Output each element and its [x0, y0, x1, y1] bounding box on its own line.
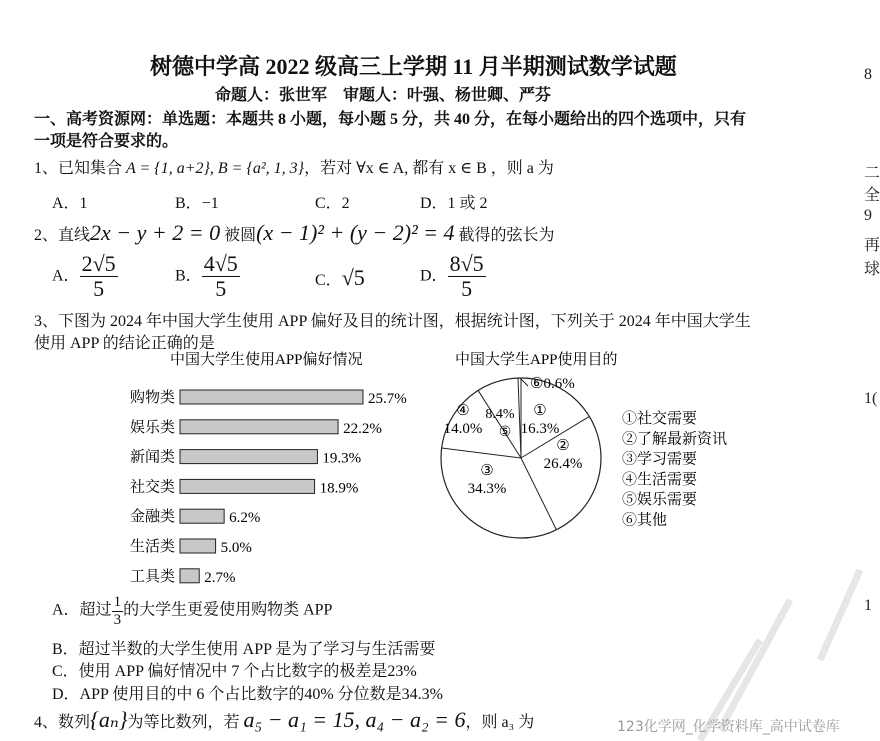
q2-circle-eq: (x − 1)² + (y − 2)² = 4 — [256, 220, 455, 245]
q3-stem-1: 3、下图为 2024 年中国大学生使用 APP 偏好及目的统计图，根据统计图，下列关于 2024 年中国大学生 — [34, 313, 751, 330]
pie-slice-label: 14.0% — [443, 421, 483, 437]
pie-slice-label: 26.4% — [543, 456, 583, 472]
bar — [180, 450, 317, 464]
bar-value-label: 18.9% — [319, 480, 359, 497]
pie-legend-item: ③学习需要 — [622, 451, 698, 468]
q2-prefix: 2、直线 — [34, 227, 91, 244]
pie-legend-item: ⑥其他 — [622, 512, 668, 529]
bar-category-label: 金融类 — [129, 509, 175, 526]
q3-option-d: D．APP 使用目的中 6 个占比数字的40% 分位数是34.3% — [52, 686, 443, 703]
bar-value-label: 6.2% — [229, 510, 261, 527]
q3-option-a: A．超过 $\frac{1}{3}$ 的大学生更爱使用购物类 APP — [52, 594, 333, 628]
q2-option-d: D． $\frac{8√5}{5}$ — [420, 251, 484, 302]
pie-slice-label: ⑥0.6% — [530, 376, 575, 392]
bar — [180, 479, 315, 493]
q2-end: 截得的弦长为 — [458, 227, 555, 244]
q2-option-c: C．√5 — [315, 265, 365, 290]
pie-legend-item: ②了解最新资讯 — [622, 431, 728, 448]
bar — [180, 569, 199, 583]
side-fragment: 1( — [864, 390, 878, 407]
question-4: 4、数列{aₙ}为等比数列，若 a₅ − a₁ = 15, a₄ − a₂ = 6，则 a₃ 为 — [34, 707, 535, 732]
question-1 — [34, 155, 554, 178]
page-title: 树德中学高 2022 级高三上学期 11 月半期测试数学试题 — [150, 54, 677, 79]
q2-line-eq: 2x − y + 2 = 0 — [90, 220, 221, 245]
bar-category-label: 娱乐类 — [129, 419, 175, 436]
bar-category-label: 新闻类 — [129, 449, 175, 466]
statistics-charts — [0, 340, 878, 590]
bar — [180, 390, 363, 404]
pie-slice-label: 34.3% — [467, 481, 507, 497]
side-fragment: 全 — [864, 187, 880, 204]
bar-value-label: 25.7% — [367, 391, 407, 407]
q1-option-d: D．1 或 2 — [420, 195, 488, 212]
pie-slice-mark: ⑤ — [498, 425, 512, 440]
bar-category-label: 生活类 — [129, 539, 175, 555]
bar-value-label: 2.7% — [204, 569, 236, 586]
bar — [180, 509, 224, 523]
side-fragment: 再 — [864, 237, 880, 254]
bar-category-label: 购物类 — [129, 390, 175, 406]
side-fragment: 9 — [864, 207, 872, 224]
pie-slice-label: 16.3% — [520, 421, 560, 437]
side-fragment: 8 — [864, 66, 872, 83]
q3-stem-2: 使用 APP 的结论正确的是 — [34, 335, 215, 352]
bar-category-label: 社交类 — [129, 479, 175, 496]
pie-slice-mark: ④ — [456, 403, 470, 419]
side-fragment: 1 — [864, 597, 872, 614]
authors: 命题人：张世军 审题人：叶强、杨世卿、严芬 — [215, 87, 552, 104]
q2-option-a: A． $\frac{2√5}{5}$ — [52, 251, 116, 302]
q1-option-b: B．−1 — [175, 195, 219, 212]
bar-category-label: 工具类 — [129, 568, 175, 585]
bar-value-label: 5.0% — [220, 540, 252, 556]
pie-chart-title: 中国大学生APP使用目的 — [455, 352, 618, 368]
section-heading-1: 一、高考资源网：单选题：本题共 8 小题，每小题 5 分，共 40 分，在每小题给出的四个选项中，只有 — [34, 111, 747, 128]
pie-legend-item: ①社交需要 — [622, 411, 698, 427]
q2-mid: 被圆 — [224, 227, 257, 244]
side-fragment: 球 — [864, 261, 880, 278]
section-heading-2: 一项是符合要求的。 — [34, 133, 179, 150]
watermark-text: 123化学网_化学资料库_高中试卷库 — [617, 719, 840, 735]
pie-legend-item: ④生活需要 — [622, 471, 698, 488]
q1-option-a: A．1 — [52, 195, 88, 212]
pie-slice-mark: ① — [533, 403, 547, 419]
pie-slice-label: 8.4% — [485, 407, 515, 422]
watermark-stroke — [700, 570, 860, 740]
watermark-logo — [700, 570, 860, 740]
question-2 — [34, 220, 555, 246]
q1-text: ，若对 ∀x ∈ A, 都有 x ∈ B ，则 a 为 — [304, 160, 554, 177]
q3-option-b: B．超过半数的大学生使用 APP 是为了学习与生活需要 — [52, 641, 436, 658]
pie-slice-mark: ③ — [480, 463, 494, 479]
q1-math: A = {1, a+2}, B = {a², 1, 3} — [126, 160, 305, 177]
q1-option-c: C．2 — [315, 195, 350, 212]
pie-slice-mark: ② — [556, 438, 570, 454]
bar — [180, 420, 338, 434]
q1-prefix: 1、已知集合 — [34, 160, 123, 177]
side-fragment: 二 — [864, 165, 880, 182]
pie-legend-item: ⑤娱乐需要 — [622, 492, 698, 509]
bar-value-label: 22.2% — [343, 420, 382, 437]
bar-value-label: 19.3% — [322, 450, 362, 467]
bar-chart-title: 中国大学生使用APP偏好情况 — [170, 352, 363, 368]
q3-option-c: C．使用 APP 偏好情况中 7 个占比数字的极差是23% — [52, 663, 417, 680]
q2-option-b: B． $\frac{4√5}{5}$ — [175, 251, 238, 302]
bar — [180, 539, 216, 553]
